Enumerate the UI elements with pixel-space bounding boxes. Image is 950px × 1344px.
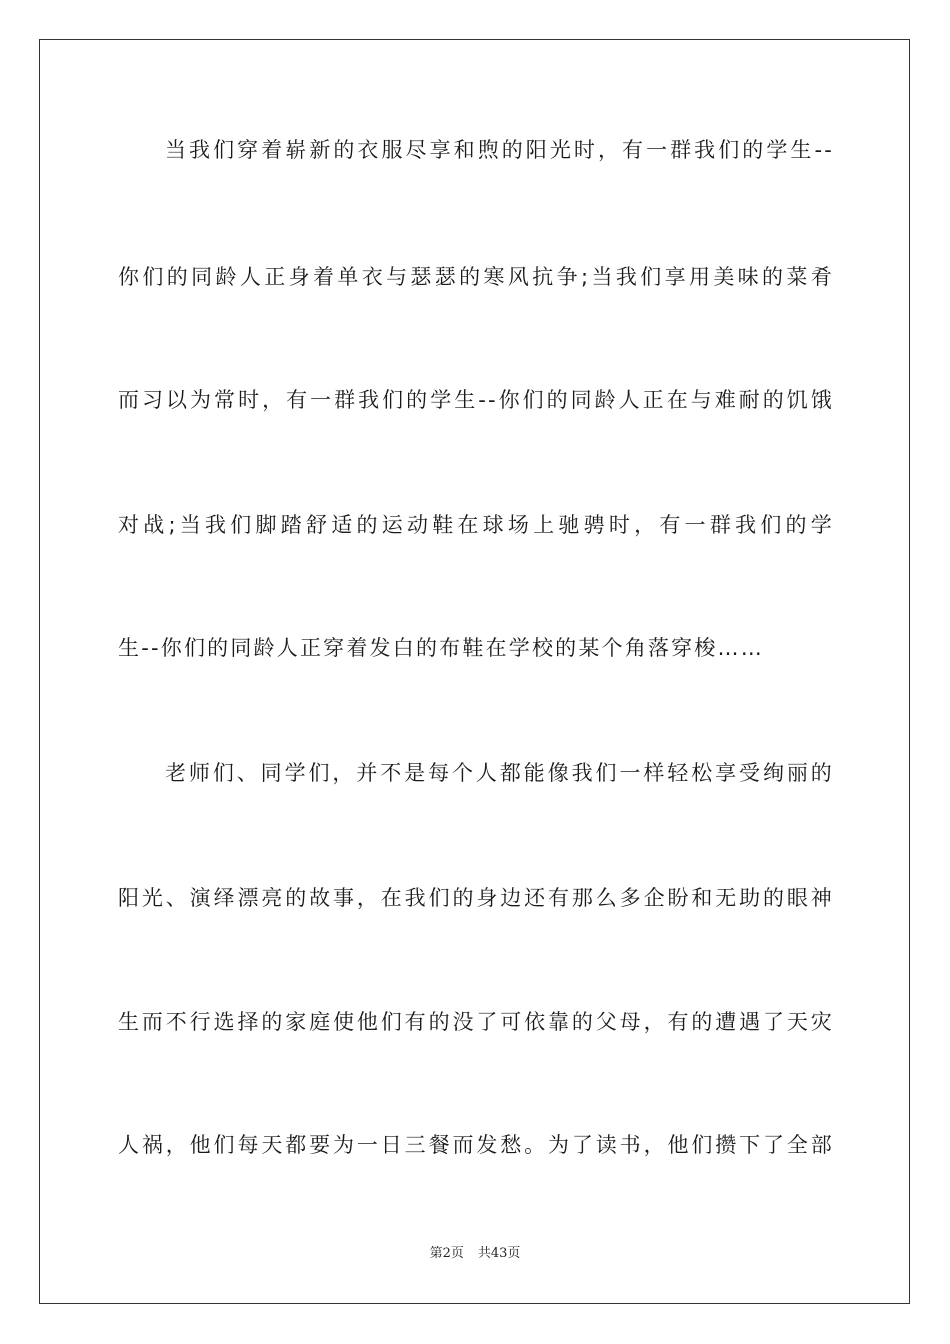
page-number: 第2页 bbox=[429, 1246, 464, 1261]
paragraph-line-5: 生--你们的同龄人正穿着发白的布鞋在学校的某个角落穿梭…… bbox=[118, 636, 764, 660]
page-border bbox=[39, 39, 910, 1304]
page-footer bbox=[0, 1245, 950, 1263]
paragraph-line-1: 当我们穿着崭新的衣服尽享和煦的阳光时，有一群我们的学生-- bbox=[165, 138, 834, 162]
paragraph-line-7: 阳光、演绎漂亮的故事，在我们的身边还有那么多企盼和无助的眼神 bbox=[118, 886, 834, 910]
paragraph-line-8: 生而不行选择的家庭使他们有的没了可依靠的父母，有的遭遇了天灾 bbox=[118, 1010, 834, 1034]
total-pages: 共43页 bbox=[477, 1246, 521, 1261]
paragraph-line-6: 老师们、同学们，并不是每个人都能像我们一样轻松享受绚丽的 bbox=[165, 761, 834, 785]
paragraph-line-2: 你们的同龄人正身着单衣与瑟瑟的寒风抗争;当我们享用美味的菜肴 bbox=[118, 265, 834, 289]
paragraph-line-9: 人祸，他们每天都要为一日三餐而发愁。为了读书，他们攒下了全部 bbox=[118, 1133, 834, 1157]
paragraph-line-3: 而习以为常时，有一群我们的学生--你们的同龄人正在与难耐的饥饿 bbox=[118, 388, 834, 412]
paragraph-line-4: 对战;当我们脚踏舒适的运动鞋在球场上驰骋时，有一群我们的学 bbox=[118, 513, 834, 537]
